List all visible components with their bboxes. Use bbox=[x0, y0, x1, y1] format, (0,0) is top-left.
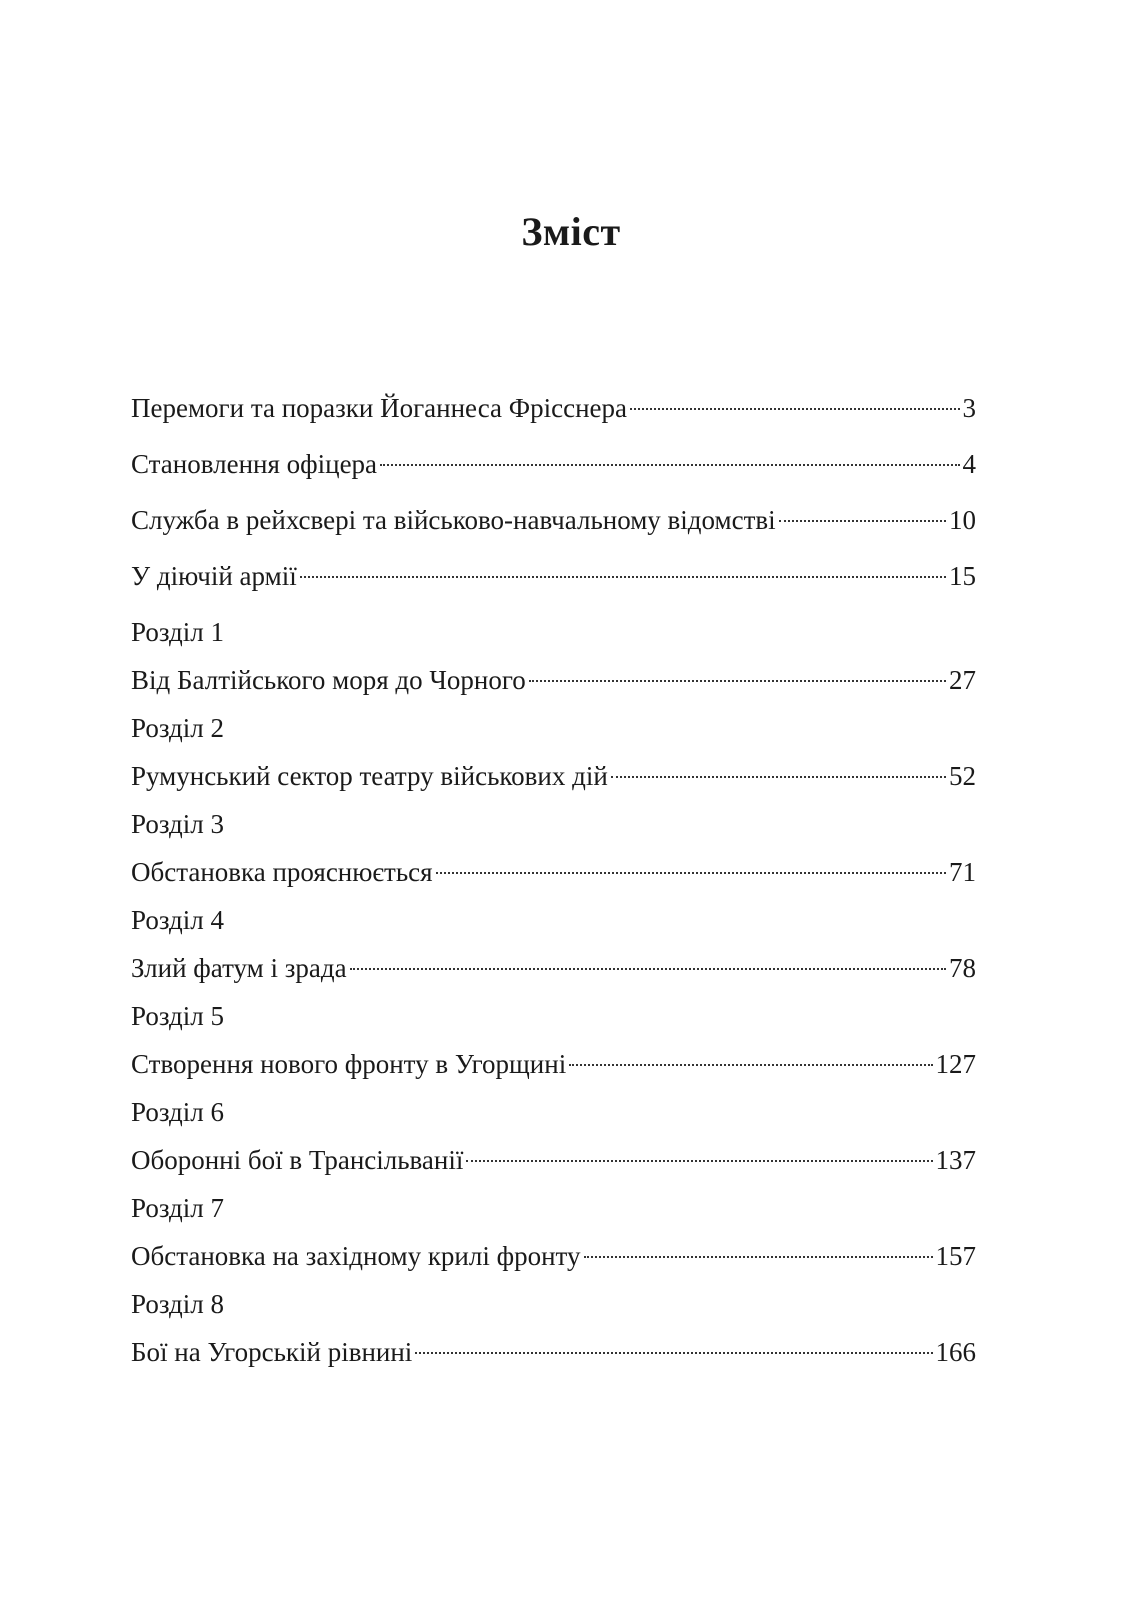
entry-title: Перемоги та поразки Йоганнеса Фріcснера bbox=[131, 393, 627, 423]
dot-leader bbox=[350, 968, 946, 970]
entry-title: Служба в рейхсвері та військово-навчальному відомстві bbox=[131, 505, 776, 535]
toc-entry[interactable] bbox=[131, 552, 976, 608]
page-number: 137 bbox=[935, 1145, 976, 1175]
dot-leader bbox=[584, 1256, 933, 1258]
table-of-contents bbox=[131, 384, 976, 1376]
toc-entry[interactable] bbox=[131, 440, 976, 496]
entry-title: Створення нового фронту в Угорщині bbox=[131, 1049, 567, 1079]
page-number: 157 bbox=[935, 1241, 976, 1271]
dot-leader bbox=[779, 520, 946, 522]
chapter-list bbox=[131, 608, 976, 1376]
entry-title: Злий фатум і зрада bbox=[131, 953, 347, 983]
dot-leader bbox=[611, 776, 946, 778]
entry-title: Від Балтійського моря до Чорного bbox=[131, 665, 526, 695]
dot-leader bbox=[630, 408, 960, 410]
dot-leader bbox=[300, 576, 946, 578]
dot-leader bbox=[569, 1064, 932, 1066]
dot-leader bbox=[415, 1352, 932, 1354]
entry-title: Обстановка прояснюється bbox=[131, 857, 433, 887]
page-number: 127 bbox=[935, 1049, 976, 1079]
page-number: 3 bbox=[962, 393, 976, 423]
toc-entry[interactable] bbox=[131, 1232, 976, 1280]
chapter-heading: Розділ 2 bbox=[131, 713, 224, 743]
chapter-heading: Розділ 5 bbox=[131, 1001, 224, 1031]
chapter-heading: Розділ 4 bbox=[131, 905, 224, 935]
toc-entry[interactable] bbox=[131, 656, 976, 704]
toc-entry[interactable] bbox=[131, 496, 976, 552]
page-number: 166 bbox=[935, 1337, 976, 1367]
chapter-heading: Розділ 6 bbox=[131, 1097, 224, 1127]
page-number: 27 bbox=[949, 665, 976, 695]
entry-title: Становлення офіцера bbox=[131, 449, 378, 479]
toc-entry[interactable] bbox=[131, 1328, 976, 1376]
page-number: 4 bbox=[962, 449, 976, 479]
toc-entry[interactable] bbox=[131, 1136, 976, 1184]
page-number: 78 bbox=[949, 953, 976, 983]
entry-title: Оборонні бої в Трансільванії bbox=[131, 1145, 464, 1175]
toc-entry[interactable] bbox=[131, 752, 976, 800]
page-title: Зміст bbox=[521, 209, 621, 254]
page-number: 15 bbox=[949, 561, 976, 591]
entry-title: У діючій армії bbox=[131, 561, 297, 591]
entry-title: Румунський сектор театру військових дій bbox=[131, 761, 608, 791]
page-number: 71 bbox=[949, 857, 976, 887]
dot-leader bbox=[529, 680, 946, 682]
dot-leader bbox=[436, 872, 946, 874]
toc-entry[interactable] bbox=[131, 944, 976, 992]
toc-entry[interactable] bbox=[131, 1040, 976, 1088]
chapter-heading: Розділ 3 bbox=[131, 809, 224, 839]
entry-title: Обстановка на західному крилі фронту bbox=[131, 1241, 581, 1271]
toc-entry[interactable] bbox=[131, 848, 976, 896]
chapter-heading: Розділ 1 bbox=[131, 617, 224, 647]
chapter-heading: Розділ 8 bbox=[131, 1289, 224, 1319]
page-number: 52 bbox=[949, 761, 976, 791]
dot-leader bbox=[380, 464, 959, 466]
page-number: 10 bbox=[949, 505, 976, 535]
toc-entry[interactable] bbox=[131, 384, 976, 440]
entry-title: Бої на Угорській рівнині bbox=[131, 1337, 413, 1367]
dot-leader bbox=[466, 1160, 932, 1162]
chapter-heading: Розділ 7 bbox=[131, 1193, 224, 1223]
